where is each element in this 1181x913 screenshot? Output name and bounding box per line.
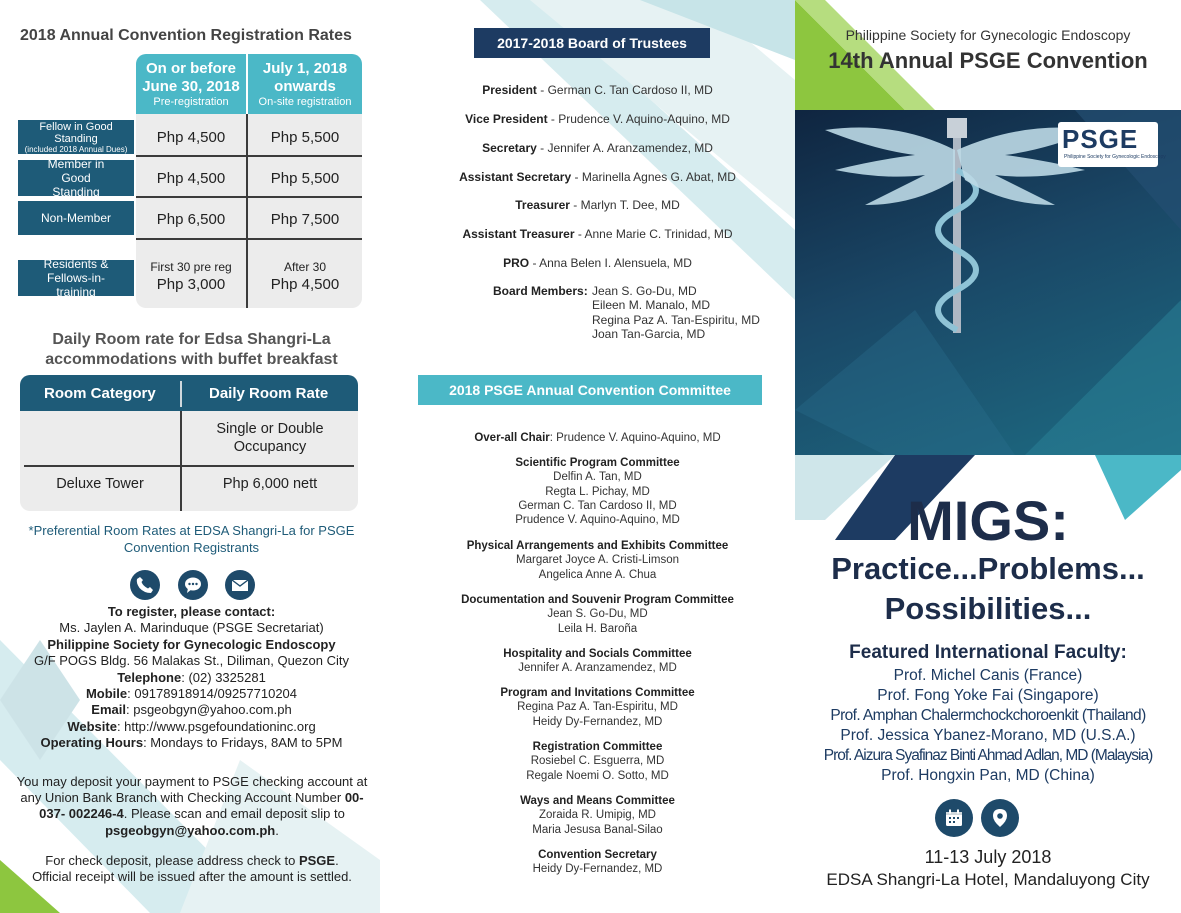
- hero-image: [795, 110, 1181, 455]
- email-icon: [225, 570, 255, 600]
- list-item: Regina Paz A. Tan-Espiritu, MD: [592, 312, 760, 327]
- list-item: Prof. Amphan Chalermchockchoroenkit (Thailand): [830, 707, 1146, 724]
- committee-group: [400, 647, 795, 676]
- phone-icon: [130, 570, 160, 600]
- committee-name: Program and Invitations Committee: [500, 687, 695, 699]
- board-title: 2017-2018 Board of Trustees: [474, 28, 710, 58]
- check-text: .: [335, 852, 339, 868]
- list-item: Maria Jesusa Banal-Silao: [532, 823, 663, 836]
- overall-chair: [400, 431, 795, 445]
- list-item: Jean S. Go-Du, MD: [547, 608, 648, 621]
- list-item: Jean S. Go-Du, MD: [592, 284, 697, 298]
- list-item: Prof. Fong Yoke Fai (Singapore): [877, 687, 1099, 704]
- rates-table: [136, 114, 362, 308]
- board-members-label: Board Members:: [493, 284, 588, 298]
- deposit-instructions: [12, 774, 372, 885]
- chair-label: Over-all Chair: [474, 432, 550, 444]
- committee-group: [400, 539, 795, 582]
- receipt-note: Official receipt will be issued after the amount is settled.: [32, 869, 352, 885]
- calendar-icon: [935, 799, 973, 837]
- table-divider: [180, 381, 182, 407]
- rate-row-label: [18, 201, 134, 235]
- rate-row-label-text: Member in Good Standing: [47, 157, 105, 199]
- tagline-line-2: Possibilities...: [884, 591, 1092, 626]
- committee-group: [400, 740, 795, 783]
- rate-cell: Php 7,500: [270, 211, 340, 228]
- list-item: Leila H. Baroña: [557, 622, 638, 635]
- rates-header-onsite: [248, 54, 362, 114]
- rate-cell: Php 5,500: [270, 129, 340, 146]
- committee-name: Ways and Means Committee: [520, 795, 675, 807]
- officer-name: - Anne Marie C. Trinidad, MD: [574, 227, 733, 241]
- room-rate: Php 6,000 nett: [222, 476, 318, 492]
- list-item: Regina Paz A. Tan-Espiritu, MD: [517, 701, 678, 714]
- list-item: Eileen M. Manalo, MD: [592, 298, 711, 313]
- committee-name: Registration Committee: [532, 741, 663, 753]
- logo-subtext: Philippine Society for Gynecologic Endoscopy: [1064, 154, 1166, 160]
- committee-name: Physical Arrangements and Exhibits Committee: [466, 540, 729, 552]
- list-item: Heidy Dy-Fernandez, MD: [532, 715, 663, 728]
- faculty-title: Featured International Faculty:: [849, 642, 1127, 663]
- deposit-email: psgeobgyn@yahoo.com.ph: [105, 822, 276, 838]
- list-item: Prof. Jessica Ybanez-Morano, MD (U.S.A.): [840, 727, 1136, 744]
- contact-org: Philippine Society for Gynecologic Endoscopy: [47, 636, 336, 652]
- list-item: Prof. Aizura Syafinaz Binti Ahmad Adlan, MD (Malaysia): [823, 747, 1153, 764]
- telephone-label: Telephone: [117, 669, 182, 685]
- list-item: Rosiebel C. Esguerra, MD: [530, 755, 665, 768]
- committee-name: Scientific Program Committee: [515, 457, 680, 469]
- rate-row-label: [18, 157, 134, 199]
- list-item: Angelica Anne A. Chua: [538, 568, 657, 581]
- trustees-panel: [400, 0, 795, 913]
- list-item: Heidy Dy-Fernandez, MD: [532, 863, 663, 876]
- cover-panel: [795, 0, 1181, 913]
- officer-name: - Anna Belen I. Alensuela, MD: [529, 256, 692, 270]
- rates-header-pre-label: Pre-registration: [153, 96, 229, 108]
- committee-group: [400, 686, 795, 729]
- officer-row: [400, 112, 795, 126]
- deposit-text: . Please scan and email deposit slip to: [123, 806, 345, 822]
- officer-name: - German C. Tan Cardoso II, MD: [536, 83, 713, 97]
- rate-cell: Php 4,500: [156, 170, 226, 187]
- room-col-category: Room Category: [44, 385, 156, 402]
- officer-role: PRO: [503, 256, 530, 270]
- officer-role: Vice President: [465, 112, 548, 126]
- list-item: Prof. Hongxin Pan, MD (China): [881, 767, 1095, 784]
- rate-row-label-text: Non-Member: [40, 211, 112, 225]
- check-payee: PSGE: [298, 852, 336, 868]
- board-members: [493, 284, 760, 342]
- room-rate-title: Daily Room rate for Edsa Shangri-La accommodations with buffet breakfast: [45, 331, 338, 368]
- tagline-line-1: Practice...Problems...: [831, 551, 1145, 586]
- contact-address: G/F POGS Bldg. 56 Malakas St., Diliman, Quezon City: [33, 653, 349, 669]
- table-divider: [136, 238, 362, 240]
- hours-label: Operating Hours: [40, 735, 144, 751]
- preferential-rate-note: *Preferential Room Rates at EDSA Shangri-La for PSGE Convention Registrants: [28, 523, 355, 555]
- mobile-value: : 09178918914/09257710204: [127, 686, 298, 702]
- room-table: [20, 411, 358, 511]
- officer-row: [400, 141, 795, 155]
- headline: MIGS:: [907, 489, 1069, 552]
- officer-role: Assistant Secretary: [459, 170, 572, 184]
- website-value: : http://www.psgefoundationinc.org: [116, 718, 316, 734]
- contact-person: Ms. Jaylen A. Marinduque (PSGE Secretariat): [59, 620, 324, 636]
- rates-header-pre-date: On or before June 30, 2018: [142, 60, 240, 95]
- rates-header-onsite-label: On-site registration: [258, 96, 352, 108]
- board-members-list: [592, 284, 760, 342]
- officer-name: - Prudence V. Aquino-Aquino, MD: [547, 112, 730, 126]
- list-item: Regta L. Pichay, MD: [545, 485, 650, 498]
- deposit-text: .: [275, 822, 279, 838]
- officer-name: - Jennifer A. Aranzamendez, MD: [536, 141, 713, 155]
- list-item: Prudence V. Aquino-Aquino, MD: [515, 514, 680, 527]
- officer-role: Secretary: [482, 141, 537, 155]
- convention-title: 14th Annual PSGE Convention: [828, 48, 1148, 73]
- telephone-value: : (02) 3325281: [181, 669, 266, 685]
- rate-cell-note: After 30: [283, 260, 327, 274]
- rate-row-label-text: Residents & Fellows-in-training: [43, 257, 109, 299]
- table-divider: [136, 196, 362, 198]
- committee-group: [400, 456, 795, 527]
- organization-name: Philippine Society for Gynecologic Endoscopy: [845, 27, 1131, 43]
- table-divider: [24, 465, 354, 467]
- committee-name: Convention Secretary: [538, 849, 657, 861]
- list-item: Jennifer A. Aranzamendez, MD: [518, 662, 677, 675]
- table-divider: [136, 155, 362, 157]
- rate-cell-note: First 30 pre reg: [150, 260, 232, 274]
- room-category: Deluxe Tower: [56, 476, 144, 492]
- list-item: Joan Tan-Garcia, MD: [592, 327, 706, 342]
- email-label: Email: [91, 702, 126, 718]
- faculty-list: [795, 666, 1181, 786]
- website-label: Website: [67, 718, 117, 734]
- contact-heading: To register, please contact:: [107, 604, 276, 619]
- event-date: 11-13 July 2018: [924, 847, 1052, 867]
- rate-row-label: [18, 120, 134, 154]
- committee-group: [400, 593, 795, 636]
- event-venue: EDSA Shangri-La Hotel, Mandaluyong City: [826, 870, 1150, 889]
- officer-row: [400, 83, 795, 97]
- officer-name: - Marinella Agnes G. Abat, MD: [571, 170, 736, 184]
- committee-name: Documentation and Souvenir Program Committee: [461, 594, 734, 606]
- check-text: For check deposit, please address check to: [45, 852, 296, 868]
- rate-row-label-note: (included 2018 Annual Dues): [24, 144, 128, 154]
- psge-logo: [1058, 122, 1166, 167]
- room-occupancy: Single or Double Occupancy: [216, 421, 324, 455]
- officer-role: Treasurer: [515, 198, 570, 212]
- rate-cell: Php 3,000: [156, 276, 226, 293]
- email-value: : psgeobgyn@yahoo.com.ph: [125, 702, 292, 718]
- list-item: Prof. Michel Canis (France): [893, 667, 1083, 684]
- room-table-header: [20, 375, 358, 411]
- registration-rates-title: 2018 Annual Convention Registration Rates: [20, 27, 352, 44]
- account-number: 00-037- 002246-4: [39, 790, 364, 822]
- committee-group: [400, 794, 795, 837]
- rates-header-pre: [136, 54, 246, 114]
- hours-value: : Mondays to Fridays, 8AM to 5PM: [143, 735, 343, 751]
- rate-cell: Php 4,500: [270, 276, 340, 293]
- list-item: Delfin A. Tan, MD: [553, 471, 642, 484]
- contact-block: [0, 604, 383, 752]
- officer-role: President: [482, 83, 537, 97]
- rate-row-label-text: Fellow in Good Standing: [39, 120, 113, 145]
- rate-cell: Php 5,500: [270, 170, 340, 187]
- list-item: Regale Noemi O. Sotto, MD: [526, 769, 669, 782]
- officer-row: [400, 170, 795, 184]
- officer-row: [400, 198, 795, 212]
- officer-name: - Marlyn T. Dee, MD: [569, 198, 680, 212]
- rates-header-onsite-date: July 1, 2018 onwards: [262, 60, 348, 95]
- logo-text: PSGE: [1062, 124, 1139, 154]
- officer-row: [400, 256, 795, 270]
- committee-group: [400, 848, 795, 877]
- deposit-text: You may deposit your payment to PSGE checking account at any Union Bank Branch with Checking Account Number: [16, 774, 368, 806]
- chair-name: : Prudence V. Aquino-Aquino, MD: [549, 432, 721, 444]
- rate-cell: Php 6,500: [156, 211, 226, 228]
- list-item: Margaret Joyce A. Cristi-Limson: [516, 554, 679, 567]
- location-pin-icon: [981, 799, 1019, 837]
- mobile-label: Mobile: [85, 686, 128, 702]
- committee-title: 2018 PSGE Annual Convention Committee: [418, 375, 762, 405]
- list-item: Zoraida R. Umipig, MD: [539, 809, 656, 822]
- officer-role: Assistant Treasurer: [462, 227, 575, 241]
- officer-row: [400, 227, 795, 241]
- committee-name: Hospitality and Socials Committee: [503, 648, 692, 660]
- rate-row-label: [18, 257, 134, 299]
- room-col-rate: Daily Room Rate: [209, 385, 329, 402]
- chat-icon: [178, 570, 208, 600]
- rate-cell: Php 4,500: [156, 129, 226, 146]
- registration-panel: [0, 0, 383, 913]
- list-item: German C. Tan Cardoso II, MD: [518, 499, 677, 512]
